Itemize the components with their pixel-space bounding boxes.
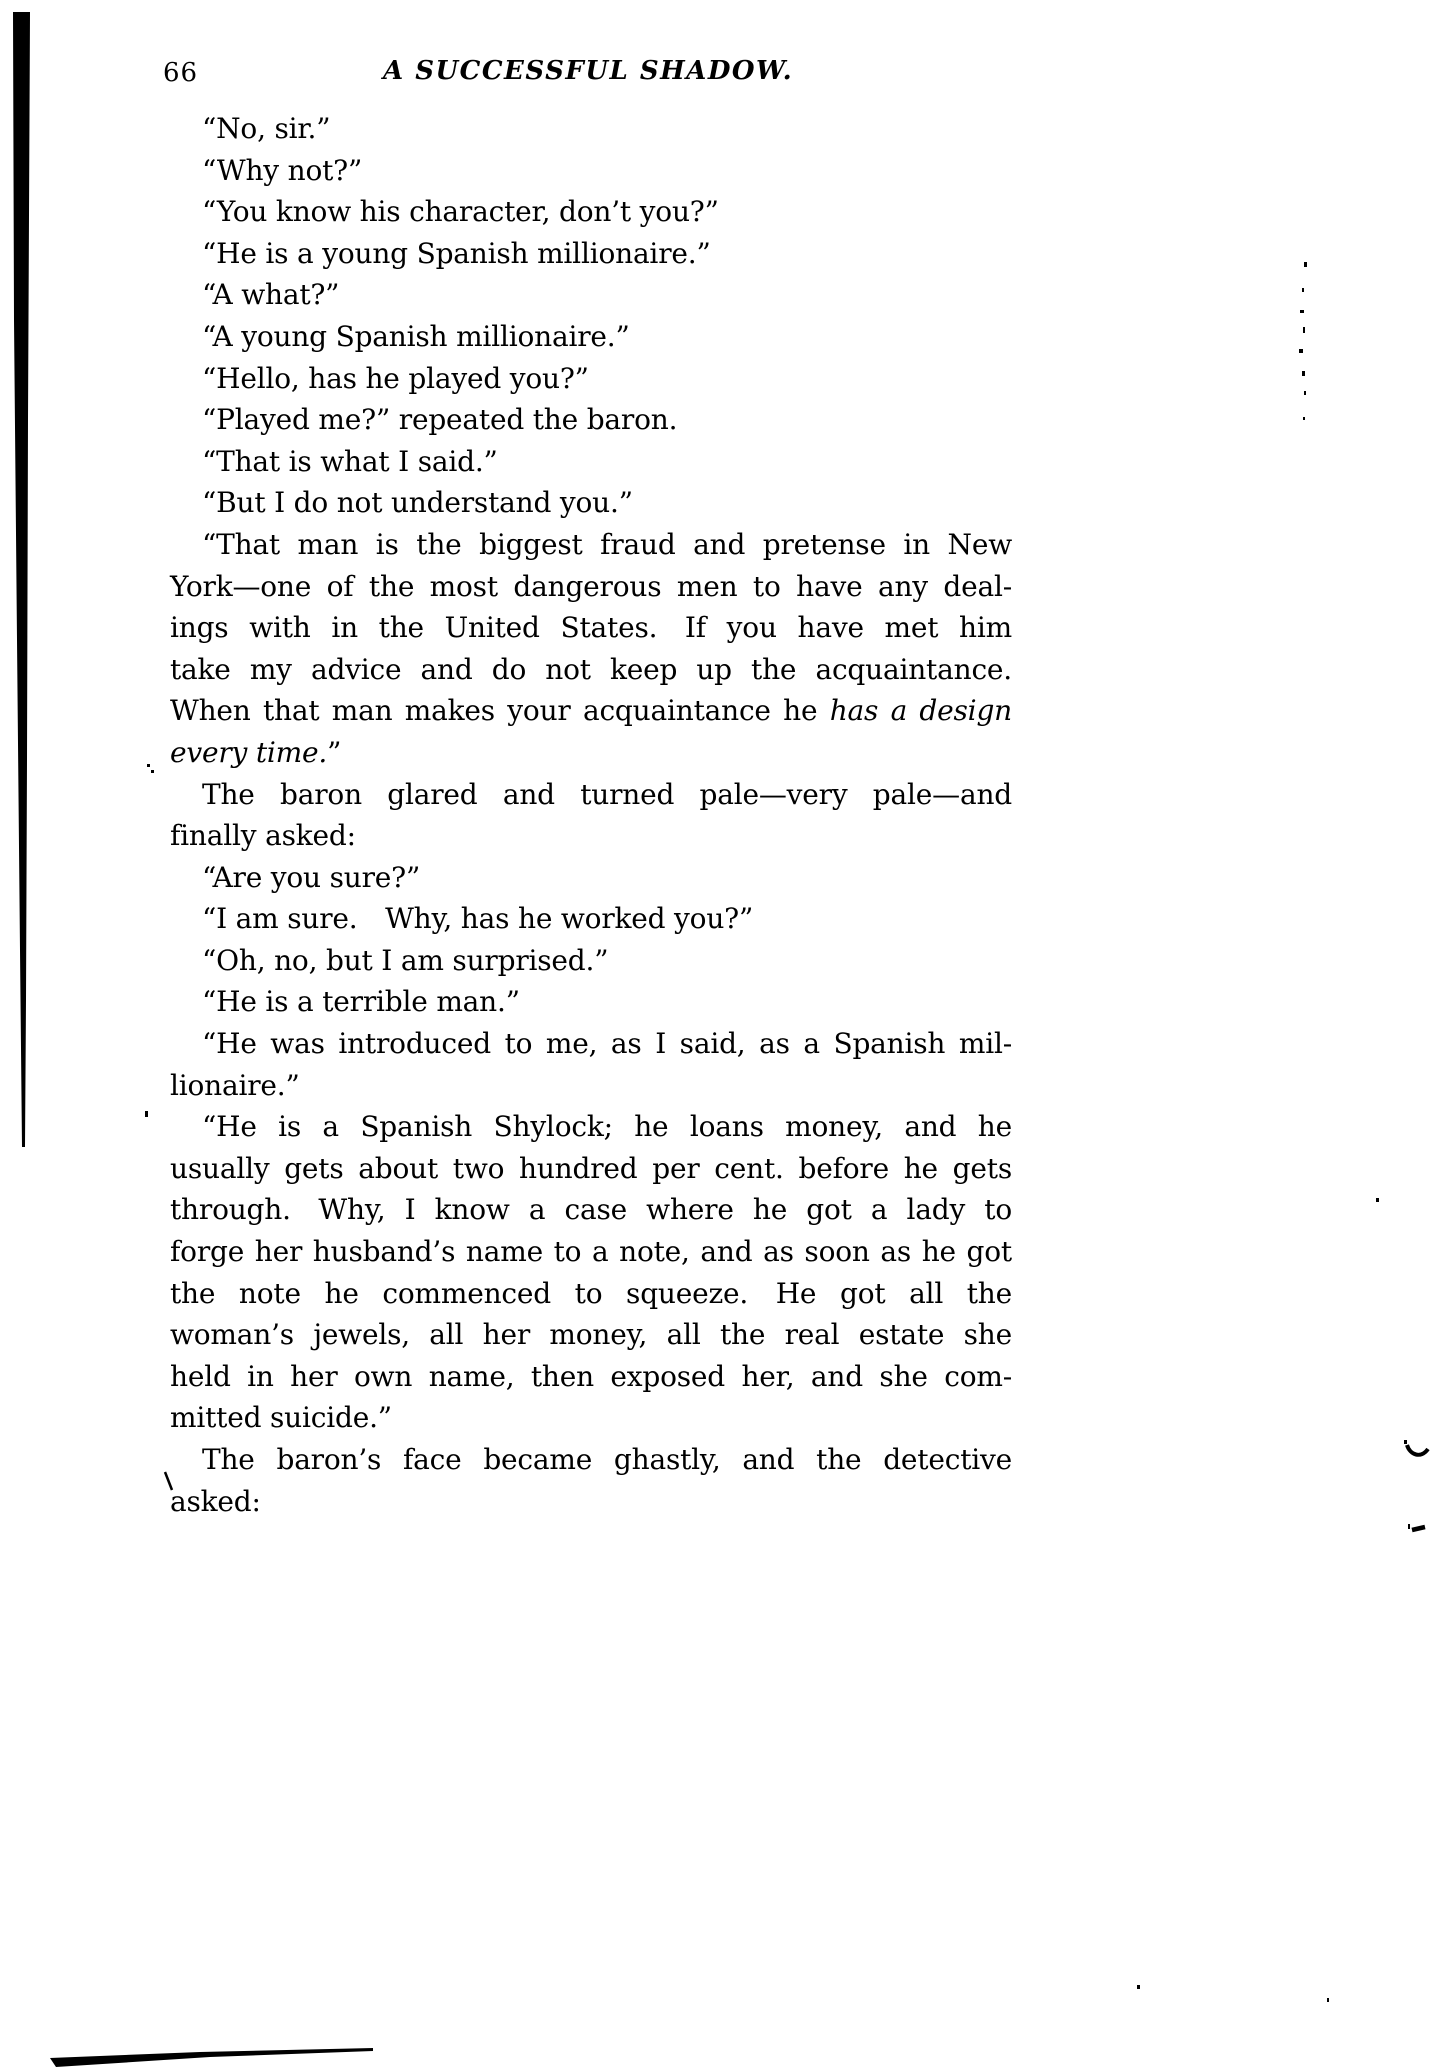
text-segment: “Why not?” xyxy=(202,153,363,187)
text-segment: woman’s jewels, all her money, all the real estate she xyxy=(170,1318,1012,1352)
text-line xyxy=(170,566,1012,608)
text-segment: forge her husband’s name to a note, and as soon as he got xyxy=(170,1235,1012,1269)
text-segment: mitted suicide.” xyxy=(170,1401,392,1435)
text-line xyxy=(170,857,1012,899)
bottom-scratch xyxy=(50,2048,373,2067)
text-line xyxy=(170,815,1012,857)
paragraph xyxy=(170,1106,1012,1439)
text-segment: “Are you sure?” xyxy=(202,860,421,894)
text-line xyxy=(170,774,1012,816)
paragraph xyxy=(170,981,1012,1023)
text-line xyxy=(170,1023,1012,1065)
text-line xyxy=(170,690,1012,732)
paragraph xyxy=(170,316,1012,358)
text-segment: take my advice and do not keep up the acquaintance. xyxy=(170,652,1012,686)
paragraph xyxy=(170,150,1012,192)
text-segment: ” xyxy=(327,735,342,769)
text-segment: usually gets about two hundred per cent. before he gets xyxy=(170,1151,1012,1185)
paragraph xyxy=(170,482,1012,524)
text-segment: “That man is the biggest fraud and pretense in New xyxy=(202,527,1012,561)
text-line xyxy=(170,981,1012,1023)
text-line xyxy=(170,898,1012,940)
text-segment: the note he commenced to squeeze. He got all the xyxy=(170,1276,1012,1310)
text-segment: “You know his character, don’t you?” xyxy=(202,195,719,229)
text-line xyxy=(170,233,1012,275)
text-line xyxy=(170,108,1012,150)
text-segment: “He is a terrible man.” xyxy=(202,985,520,1019)
text-line xyxy=(170,1148,1012,1190)
paragraph xyxy=(170,1439,1012,1522)
text-line xyxy=(170,1314,1012,1356)
text-line xyxy=(170,1273,1012,1315)
text-line xyxy=(170,1397,1012,1439)
paragraph xyxy=(170,774,1012,857)
page-number: 66 xyxy=(163,58,199,88)
running-title: A SUCCESSFUL SHADOW. xyxy=(383,56,794,86)
text-line xyxy=(170,1065,1012,1107)
text-segment: lionaire.” xyxy=(170,1068,300,1102)
text-segment: The baron’s face became ghastly, and the detective xyxy=(202,1443,1012,1476)
paragraph xyxy=(170,191,1012,233)
text-line xyxy=(170,1439,1012,1481)
paragraph xyxy=(170,940,1012,982)
text-segment: The baron glared and turned pale—very pale—and xyxy=(202,777,1012,811)
text-line xyxy=(170,441,1012,483)
text-segment: ings with in the United States. If you have met him xyxy=(170,611,1012,645)
italic-text: has a design xyxy=(829,694,1012,728)
text-line xyxy=(170,1356,1012,1398)
paragraph xyxy=(170,233,1012,275)
text-segment: “But I do not understand you.” xyxy=(202,486,633,520)
text-segment: through. Why, I know a case where he got a lady to xyxy=(170,1193,1012,1227)
text-segment: held in her own name, then exposed her, and she com- xyxy=(170,1359,1012,1393)
text-segment: “A what?” xyxy=(202,278,340,312)
paragraph xyxy=(170,358,1012,400)
text-segment: “Oh, no, but I am surprised.” xyxy=(202,943,609,977)
text-line xyxy=(170,399,1012,441)
text-line xyxy=(170,1106,1012,1148)
text-segment: “That is what I said.” xyxy=(202,444,498,478)
text-line xyxy=(170,940,1012,982)
text-line xyxy=(170,150,1012,192)
text-segment: finally asked: xyxy=(170,819,356,853)
paragraph xyxy=(170,441,1012,483)
text-line xyxy=(170,732,1012,774)
text-line xyxy=(170,1189,1012,1231)
text-line xyxy=(170,1231,1012,1273)
text-segment: York—one of the most dangerous men to have any deal- xyxy=(170,569,1012,603)
text-line xyxy=(170,316,1012,358)
text-segment: “A young Spanish millionaire.” xyxy=(202,319,630,353)
text-segment: asked: xyxy=(170,1484,261,1518)
paragraph xyxy=(170,108,1012,150)
text-segment: “No, sir.” xyxy=(202,112,331,145)
text-segment: “Hello, has he played you?” xyxy=(202,361,589,395)
paragraph xyxy=(170,399,1012,441)
text-line xyxy=(170,274,1012,316)
text-line xyxy=(170,1481,1012,1523)
text-line xyxy=(170,607,1012,649)
text-line xyxy=(170,649,1012,691)
text-segment: “He was introduced to me, as I said, as a Spanish mil- xyxy=(202,1027,1012,1061)
text-segment: “He is a Spanish Shylock; he loans money, and he xyxy=(202,1110,1012,1144)
text-segment: “I am sure. Why, has he worked you?” xyxy=(202,902,754,936)
text-segment: “Played me?” repeated the baron. xyxy=(202,403,678,437)
text-line xyxy=(170,191,1012,233)
italic-text: every time. xyxy=(170,735,328,769)
paragraph xyxy=(170,524,1012,774)
paragraph xyxy=(170,1023,1012,1106)
paragraph xyxy=(170,857,1012,899)
text-segment: When that man makes your acquaintance he xyxy=(170,694,830,728)
text-line xyxy=(170,482,1012,524)
text-line xyxy=(170,524,1012,566)
text-segment: “He is a young Spanish millionaire.” xyxy=(202,236,711,270)
body-text xyxy=(170,108,1012,1522)
paragraph xyxy=(170,898,1012,940)
text-line xyxy=(170,358,1012,400)
paragraph xyxy=(170,274,1012,316)
binding-bar xyxy=(13,12,30,1147)
